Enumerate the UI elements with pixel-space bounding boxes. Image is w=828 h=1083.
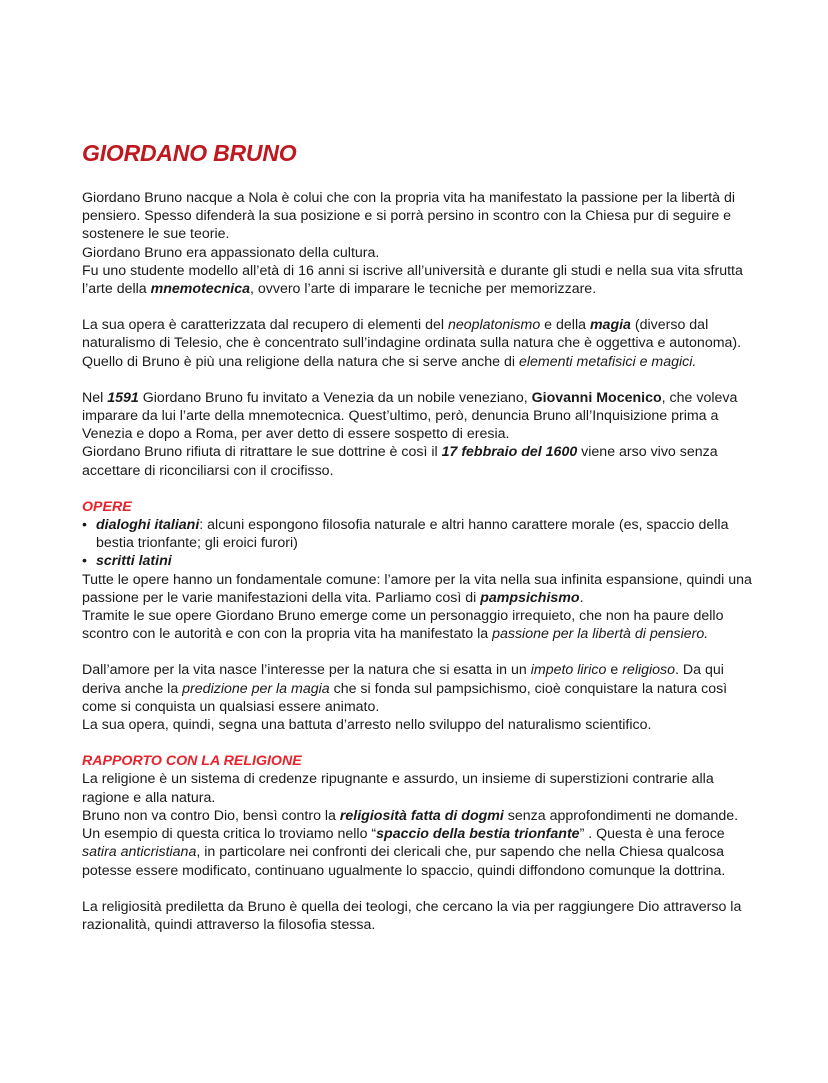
opere-text-1: Tutte le opere hanno un fondamentale comune: l’amore per la vita nella sua infinita espansione, quindi una passione per le varie manifestazioni della vita. Parliamo così di pampsichismo.: [82, 571, 752, 606]
term-mnemotecnica: mnemotecnica: [150, 281, 250, 298]
religione-text-1: La religione è un sistema di credenze ripugnante e assurdo, un insieme di superstizioni contrarie alla ragione e alla natura.: [82, 771, 714, 806]
paragraph-biography: Nel 1591 Giordano Bruno fu invitato a Venezia da un nobile veneziano, Giovanni Mocenico, che voleva imparare da lui l’arte della mnemotecnica. Quest’ultimo, però, denuncia Bruno all’Inquisizione prima a Venezia e dopo a Roma, per aver detto di essere sospetto di eresia.: [82, 389, 738, 443]
paragraph-teologi: La religiosità prediletta da Bruno è quella dei teologi, che cercano la via per raggiungere Dio attraverso la razionalità, quindi attraverso la filosofia stessa.: [82, 898, 742, 933]
paragraph-death: Giordano Bruno rifiuta di ritrattare le sue dottrine è così il 17 febbraio del 1600 viene arso vivo senza accettare di riconciliarsi con il crocifisso.: [82, 444, 718, 479]
intro-line-1: Giordano Bruno nacque a Nola è colui che con la propria vita ha manifestato la passione per la libertà di pensiero. Spesso difenderà la sua posizione e si porrà persino in scontro con la Chiesa pur di seguire e sostenere le sue teorie.: [82, 190, 736, 243]
paragraph-natura: Dall’amore per la vita nasce l’interesse per la natura che si esatta in un impeto lirico e religioso. Da qui deriva anche la predizione per la magia che si fonda sul pampsichismo, cioè conquistare la natura così come si conquista un qualsiasi essere animato.: [82, 662, 728, 715]
intro-line-3: Fu uno studente modello all’età di 16 anni si iscrive all’università e durante gli studi e nella sua vita sfrutta l’arte della mnemotecnica, ovvero l’arte di imparare le tecniche per memorizzare.: [82, 262, 743, 298]
paragraph-naturalismo: La sua opera, quindi, segna una battuta d’arresto nello sviluppo del naturalismo scientifico.: [82, 717, 652, 734]
opere-text-2: Tramite le sue opere Giordano Bruno emerge come un personaggio irrequieto, che non ha paure dello scontro con le autorità e con con la propria vita ha manifestato la passione per la libertà di pensiero.: [82, 608, 724, 643]
religione-text-2: Bruno non va contro Dio, bensì contro la religiosità fatta di dogmi senza approfondimenti ne domande. Un esempio di questa critica lo troviamo nello “spaccio della bestia trionfante” . Questa è una feroce satira anticristiana, in particolare nei confronti dei clericali che, pur sapendo che nella Chiesa qualcosa potesse essere modificato, continuano ugualmente lo spaccio, quindi diffondono comunque la dottrina.: [82, 807, 739, 879]
opere-list: [82, 516, 754, 571]
paragraph-opera: La sua opera è caratterizzata dal recupero di elementi del neoplatonismo e della magia (diverso dal naturalismo di Telesio, che è concentrato sull’indagine ordinata sulla natura che è oggettiva e autonoma). Quello di Bruno è più una religione della natura che si serve anche di elementi metafisici e magici.: [82, 317, 742, 370]
list-item: • scritti latini: [82, 552, 754, 570]
page-title: GIORDANO BRUNO: [82, 140, 297, 166]
document-page: [82, 140, 754, 934]
section-heading-opere: OPERE: [82, 498, 132, 515]
list-item: • dialoghi italiani: alcuni espongono filosofia naturale e altri hanno carattere morale (es, spaccio della bestia trionfante; gli eroici furori): [82, 516, 754, 552]
section-heading-religione: RAPPORTO CON LA RELIGIONE: [82, 753, 302, 770]
intro-line-2: Giordano Bruno era appassionato della cultura.: [82, 244, 380, 261]
